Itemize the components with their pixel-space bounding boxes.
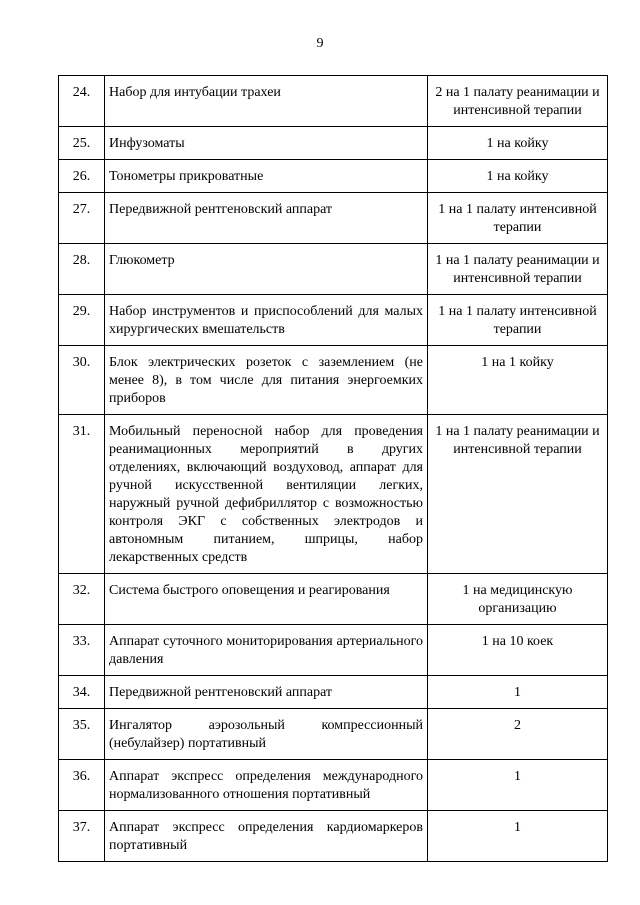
equipment-name: Аппарат экспресс определения международного нормализованного отношения портативный <box>105 760 428 811</box>
row-number: 25. <box>59 127 105 160</box>
row-number: 35. <box>59 709 105 760</box>
equipment-quantity: 1 на 10 коек <box>428 625 608 676</box>
equipment-quantity: 2 на 1 палату реанимации и интенсивной терапии <box>428 76 608 127</box>
table-row <box>59 676 608 709</box>
table-row <box>59 760 608 811</box>
equipment-quantity: 2 <box>428 709 608 760</box>
equipment-quantity: 1 на 1 палату реанимации и интенсивной терапии <box>428 415 608 574</box>
equipment-name: Передвижной рентгеновский аппарат <box>105 193 428 244</box>
equipment-quantity: 1 <box>428 760 608 811</box>
table-row <box>59 625 608 676</box>
equipment-name: Блок электрических розеток с заземлением (не менее 8), в том числе для питания энергоемких приборов <box>105 346 428 415</box>
equipment-quantity: 1 на 1 палату реанимации и интенсивной терапии <box>428 244 608 295</box>
equipment-table <box>58 75 608 862</box>
equipment-name: Набор для интубации трахеи <box>105 76 428 127</box>
equipment-quantity: 1 на койку <box>428 160 608 193</box>
equipment-quantity: 1 <box>428 676 608 709</box>
row-number: 32. <box>59 574 105 625</box>
equipment-name: Глюкометр <box>105 244 428 295</box>
equipment-table-body <box>59 76 608 862</box>
table-row <box>59 346 608 415</box>
table-row <box>59 193 608 244</box>
equipment-quantity: 1 на койку <box>428 127 608 160</box>
table-row <box>59 295 608 346</box>
row-number: 37. <box>59 811 105 862</box>
table-row <box>59 160 608 193</box>
equipment-quantity: 1 на 1 палату интенсивной терапии <box>428 295 608 346</box>
equipment-name: Ингалятор аэрозольный компрессионный (небулайзер) портативный <box>105 709 428 760</box>
row-number: 27. <box>59 193 105 244</box>
equipment-quantity: 1 <box>428 811 608 862</box>
table-row <box>59 811 608 862</box>
equipment-name: Аппарат суточного мониторирования артериального давления <box>105 625 428 676</box>
equipment-quantity: 1 на 1 палату интенсивной терапии <box>428 193 608 244</box>
row-number: 24. <box>59 76 105 127</box>
row-number: 31. <box>59 415 105 574</box>
row-number: 26. <box>59 160 105 193</box>
row-number: 28. <box>59 244 105 295</box>
page-number: 9 <box>316 36 324 51</box>
table-row <box>59 415 608 574</box>
equipment-name: Передвижной рентгеновский аппарат <box>105 676 428 709</box>
row-number: 34. <box>59 676 105 709</box>
equipment-quantity: 1 на 1 койку <box>428 346 608 415</box>
row-number: 29. <box>59 295 105 346</box>
equipment-quantity: 1 на медицинскую организацию <box>428 574 608 625</box>
row-number: 30. <box>59 346 105 415</box>
equipment-name: Тонометры прикроватные <box>105 160 428 193</box>
equipment-name: Аппарат экспресс определения кардиомаркеров портативный <box>105 811 428 862</box>
table-row <box>59 709 608 760</box>
table-row <box>59 244 608 295</box>
equipment-name: Мобильный переносной набор для проведения реанимационных мероприятий в других отделениях, включающий воздуховод, аппарат для ручной искусственной вентиляции легких, наружный ручной дефибриллятор с возможностью контроля ЭКГ с собственных электродов и автономным питанием, шприцы, набор лекарственных средств <box>105 415 428 574</box>
table-row <box>59 127 608 160</box>
equipment-name: Система быстрого оповещения и реагирования <box>105 574 428 625</box>
row-number: 36. <box>59 760 105 811</box>
equipment-name: Набор инструментов и приспособлений для малых хирургических вмешательств <box>105 295 428 346</box>
table-row <box>59 76 608 127</box>
row-number: 33. <box>59 625 105 676</box>
table-row <box>59 574 608 625</box>
equipment-name: Инфузоматы <box>105 127 428 160</box>
